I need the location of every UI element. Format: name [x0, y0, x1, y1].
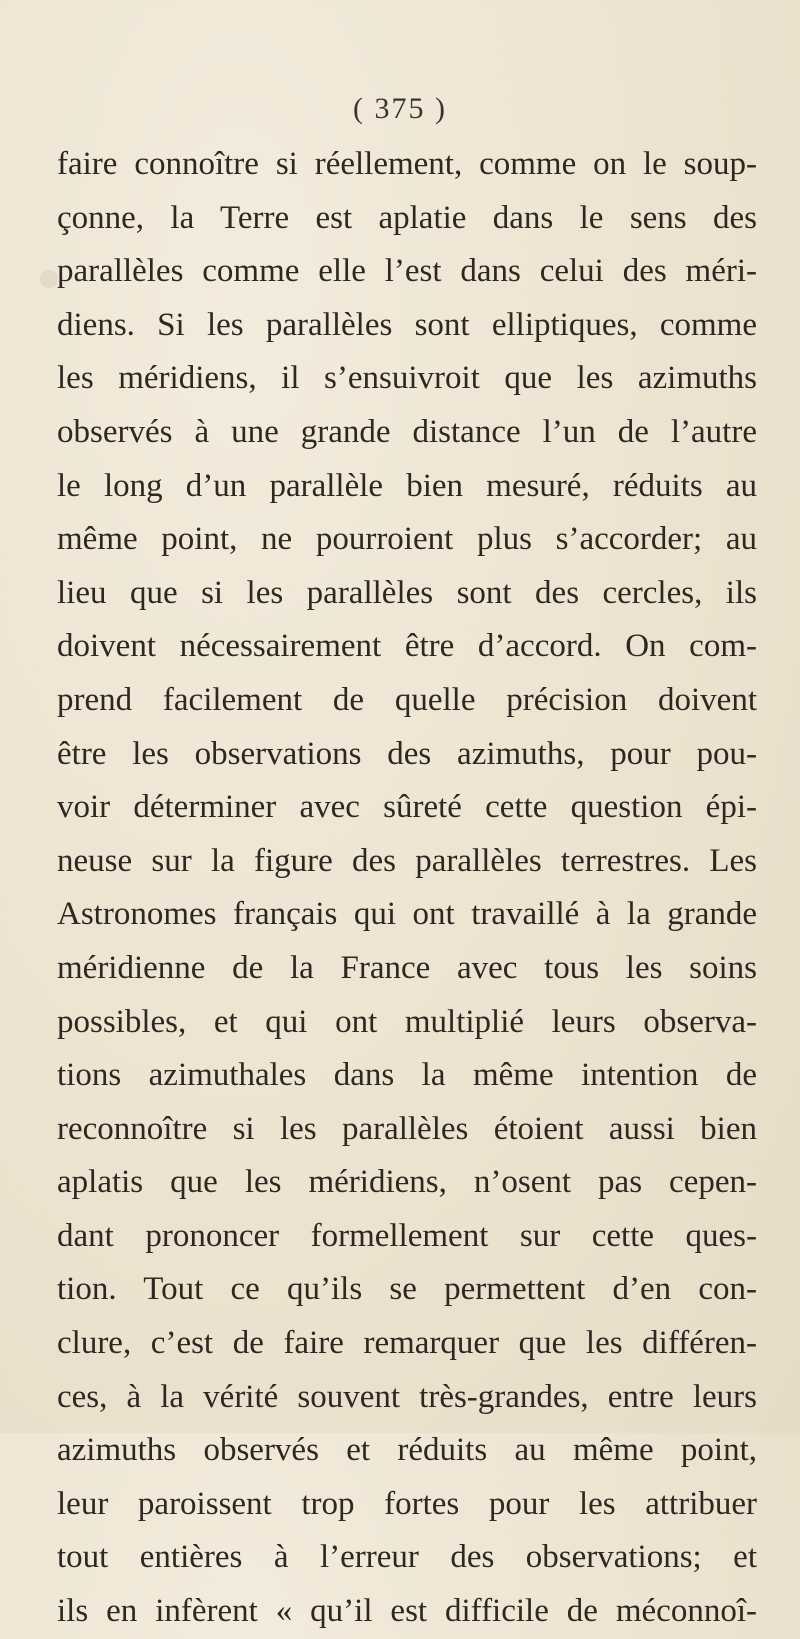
text-line: lieu que si les parallèles sont des cercles, ils	[57, 574, 757, 611]
text-line: parallèles comme elle l’est dans celui des méri-	[57, 253, 757, 290]
text-line: faire connoître si réellement, comme on le soup-	[57, 146, 757, 182]
text-line: observés à une grande distance l’un de l’autre	[57, 413, 757, 450]
paper-smudge	[40, 270, 58, 288]
text-line: les méridiens, il s’ensuivroit que les azimuths	[57, 360, 757, 397]
text-line: çonne, la Terre est aplatie dans le sens des	[57, 199, 757, 236]
text-line: doivent nécessairement être d’accord. On com-	[57, 628, 757, 665]
text-line: être les observations des azimuths, pour pou-	[57, 735, 757, 772]
page-number: ( 375 )	[353, 92, 447, 125]
text-line: Astronomes français qui ont travaillé à la grande	[57, 896, 757, 933]
text-line: clure, c’est de faire remarquer que les différen-	[57, 1325, 757, 1362]
text-line: dant prononcer formellement sur cette ques-	[57, 1217, 757, 1254]
text-line: tout entières à l’erreur des observations; et	[57, 1539, 757, 1576]
text-line: ils en infèrent « qu’il est difficile de méconnoî-	[57, 1593, 757, 1630]
text-line: diens. Si les parallèles sont elliptiques, comme	[57, 306, 757, 343]
text-line: possibles, et qui ont multiplié leurs observa-	[57, 1003, 757, 1040]
text-line: aplatis que les méridiens, n’osent pas cepen-	[57, 1164, 757, 1201]
text-line: ces, à la vérité souvent très-grandes, entre leurs	[57, 1378, 757, 1415]
text-line: tion. Tout ce qu’ils se permettent d’en con-	[57, 1271, 757, 1308]
text-line: même point, ne pourroient plus s’accorder; au	[57, 521, 757, 558]
text-line: reconnoître si les parallèles étoient aussi bien	[57, 1110, 757, 1147]
text-line: voir déterminer avec sûreté cette question épi-	[57, 789, 757, 826]
text-line: prend facilement de quelle précision doivent	[57, 681, 757, 718]
text-line: méridienne de la France avec tous les soins	[57, 949, 757, 986]
text-line: neuse sur la figure des parallèles terrestres. Les	[57, 842, 757, 879]
body-text	[57, 138, 757, 1639]
text-line: tions azimuthales dans la même intention de	[57, 1057, 757, 1094]
text-line: azimuths observés et réduits au même point,	[57, 1432, 757, 1469]
text-line: le long d’un parallèle bien mesuré, réduits au	[57, 467, 757, 504]
text-line: leur paroissent trop fortes pour les attribuer	[57, 1485, 757, 1522]
